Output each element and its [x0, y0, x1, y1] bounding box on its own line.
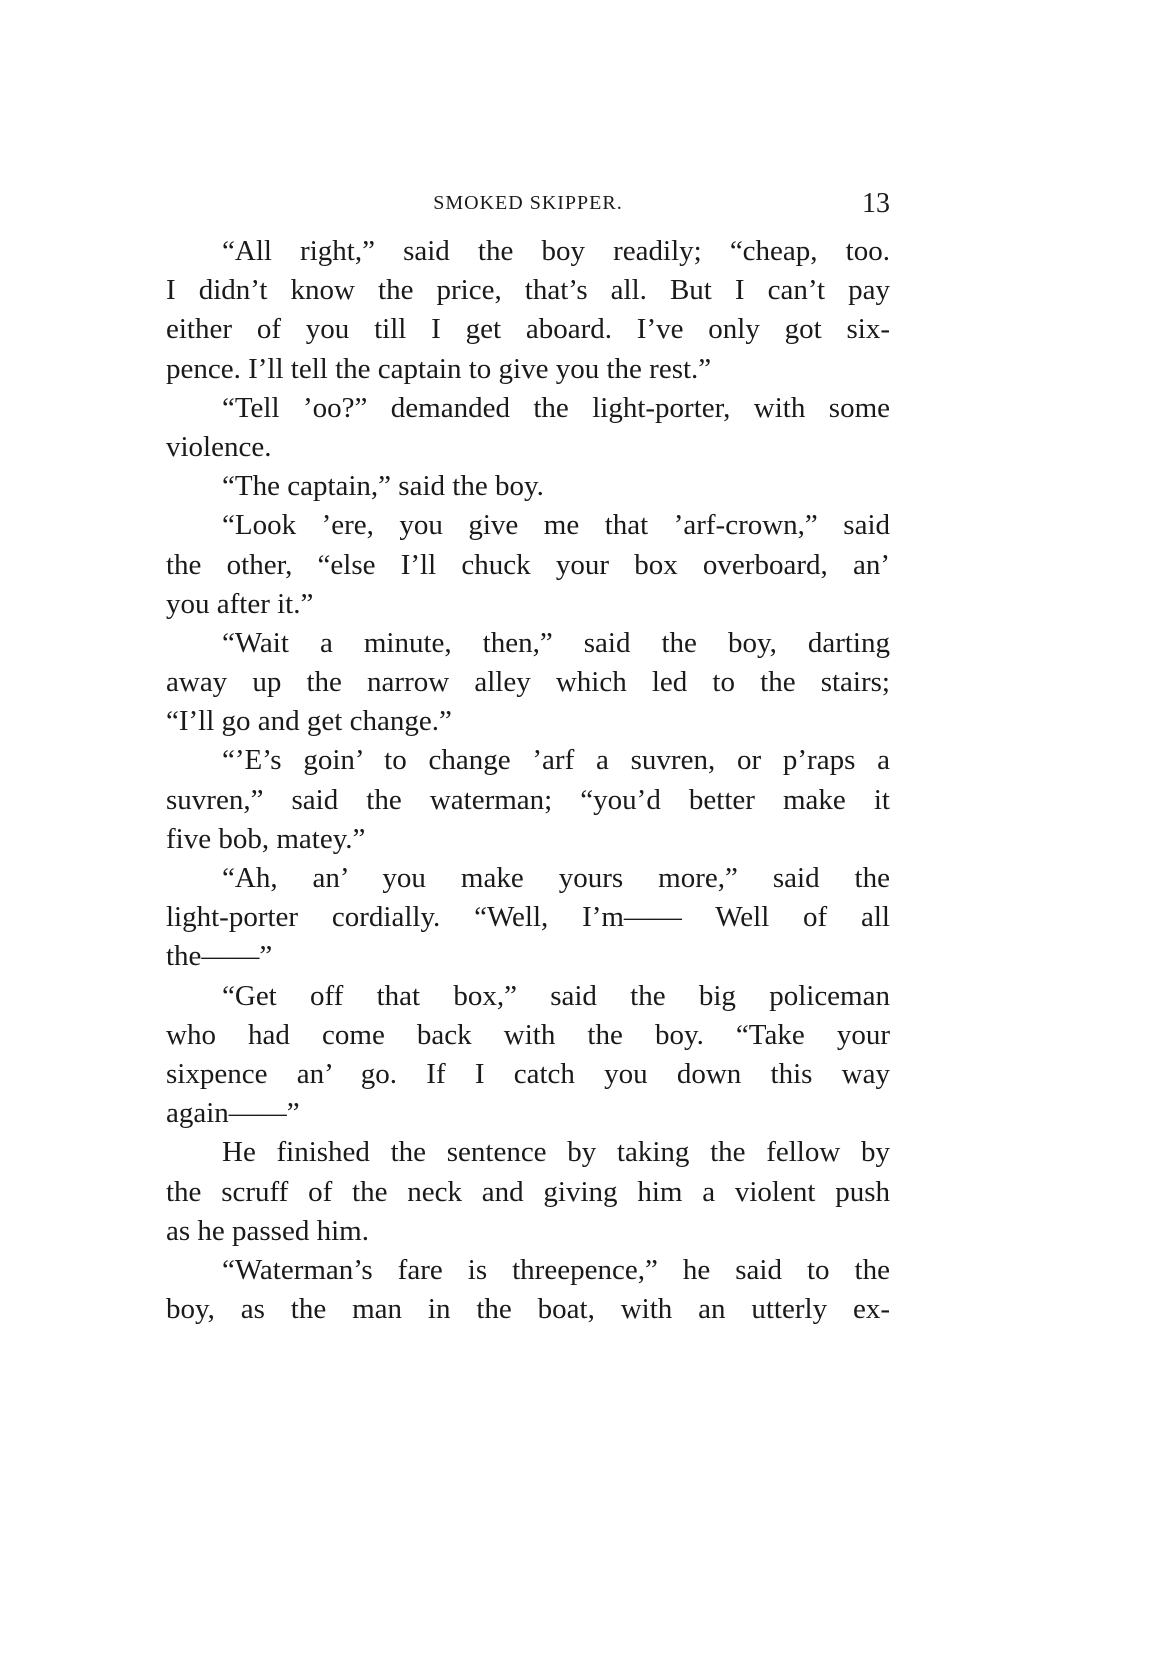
text-line: “I’ll go and get change.”: [166, 705, 452, 738]
text-line: either of you till I get aboard. I’ve only got six-: [166, 313, 890, 346]
text-line: you after it.”: [166, 587, 314, 620]
text-line: sixpence an’ go. If I catch you down this way: [166, 1057, 890, 1090]
running-head: [166, 188, 890, 228]
text-line: “Get off that box,” said the big policeman: [222, 979, 890, 1012]
text-line: again——”: [166, 1097, 300, 1130]
text-line: boy, as the man in the boat, with an utterly ex-: [166, 1293, 890, 1326]
text-line: He finished the sentence by taking the fellow by: [222, 1136, 890, 1169]
text-line: pence. I’ll tell the captain to give you the rest.”: [166, 352, 712, 385]
text-line: who had come back with the boy. “Take your: [166, 1018, 890, 1051]
text-line: “Ah, an’ you make yours more,” said the: [222, 862, 890, 894]
text-line: violence.: [166, 430, 272, 463]
text-line: the scruff of the neck and giving him a violent push: [166, 1175, 890, 1208]
text-line: “Tell ’oo?” demanded the light-porter, with some: [222, 391, 890, 424]
text-line: “All right,” said the boy readily; “cheap, too.: [222, 235, 890, 267]
text-line: five bob, matey.”: [166, 822, 366, 855]
text-line: as he passed him.: [166, 1214, 369, 1247]
text-line: “Waterman’s fare is threepence,” he said to the: [222, 1253, 890, 1286]
text-line: away up the narrow alley which led to the stairs;: [166, 666, 890, 699]
text-line: “Look ’ere, you give me that ’arf-crown,” said: [222, 509, 890, 542]
text-line: “Wait a minute, then,” said the boy, darting: [222, 626, 890, 659]
text-line: the other, “else I’ll chuck your box overboard, an’: [166, 548, 890, 581]
text-line: “The captain,” said the boy.: [222, 470, 544, 503]
page-number: 13: [862, 188, 890, 219]
running-title: SMOKED SKIPPER.: [433, 192, 623, 214]
text-line: the——”: [166, 940, 273, 973]
text-line: “’E’s goin’ to change ’arf a suvren, or p’raps a: [222, 744, 890, 777]
body-text: [166, 232, 890, 1329]
text-line: light-porter cordially. “Well, I’m—— Well of all: [166, 901, 890, 934]
text-line: I didn’t know the price, that’s all. But I can’t pay: [166, 274, 890, 307]
text-line: suvren,” said the waterman; “you’d better make it: [166, 783, 890, 816]
